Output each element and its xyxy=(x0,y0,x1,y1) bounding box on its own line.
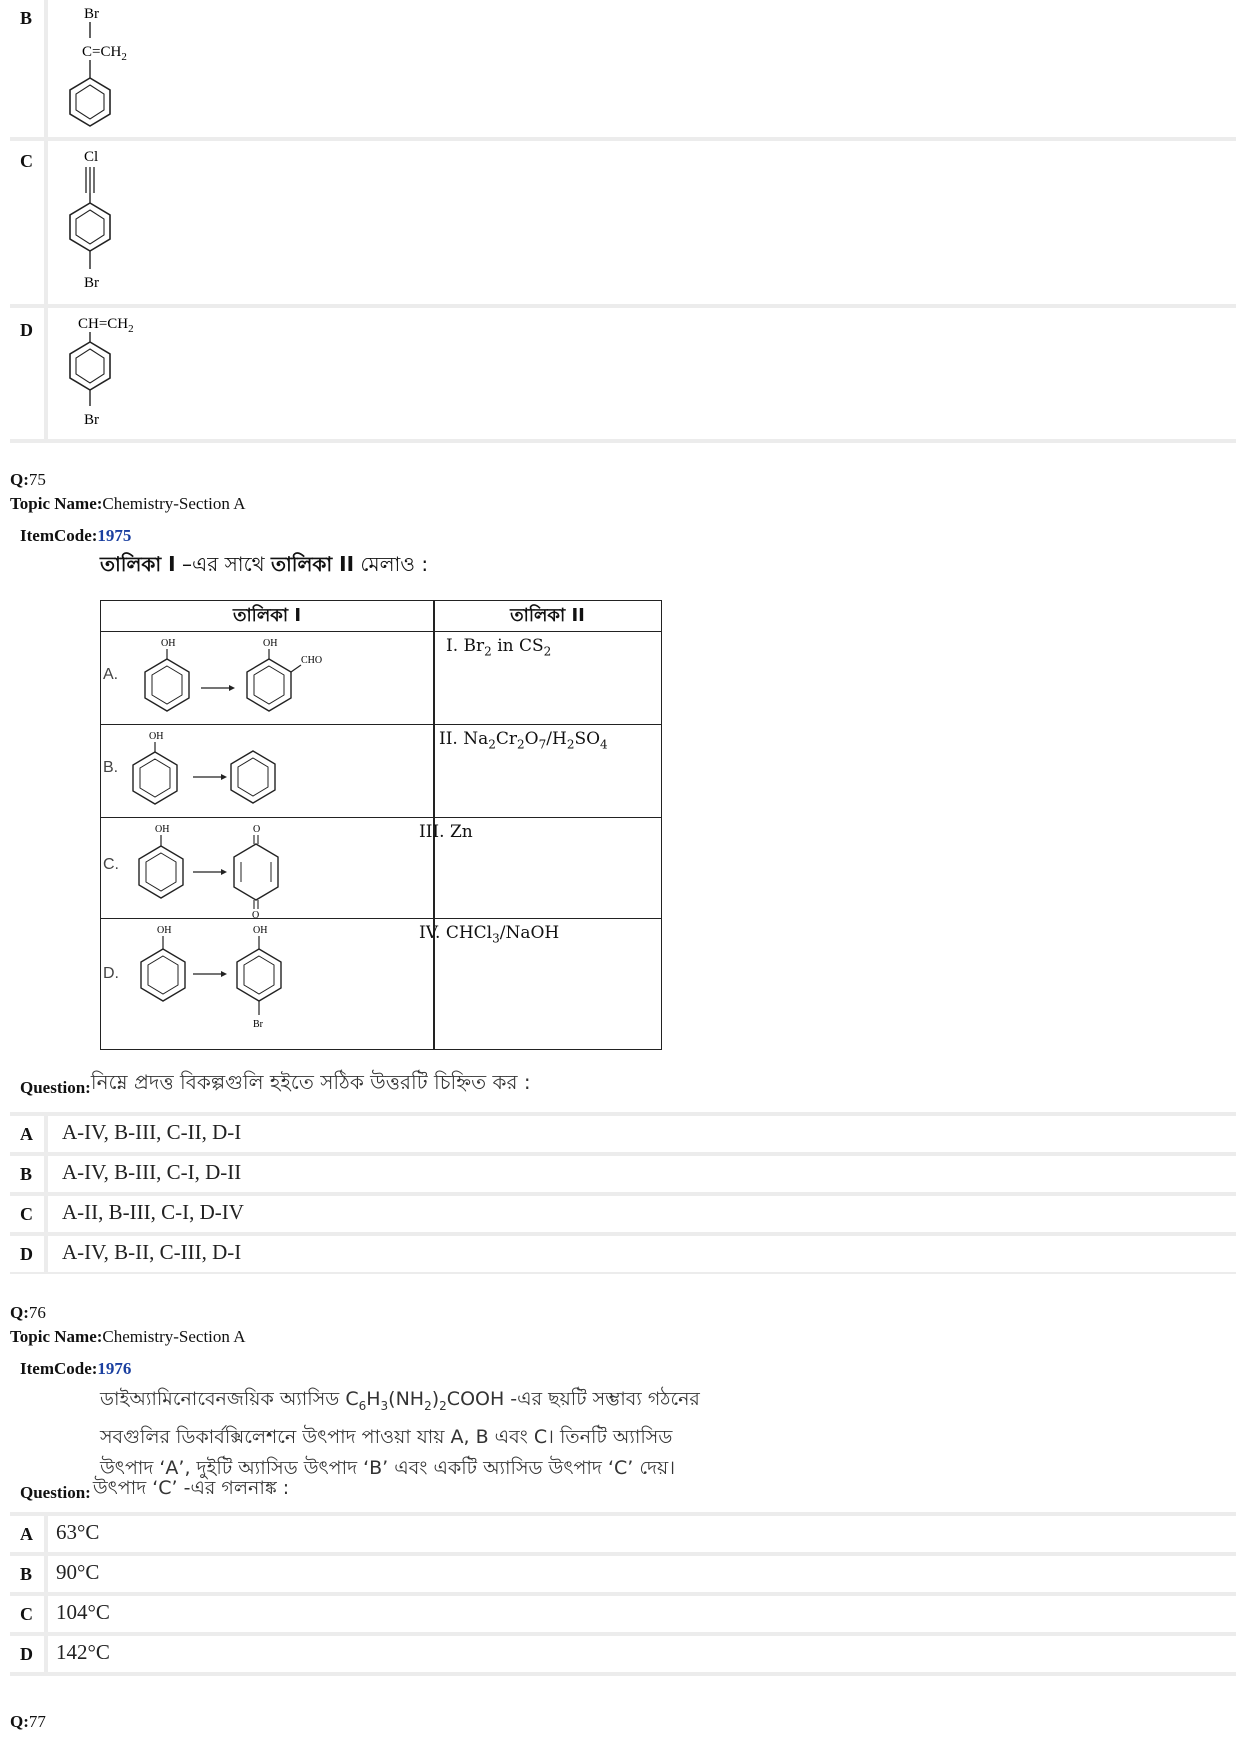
item-code: ItemCode:1975 xyxy=(20,526,132,545)
bromostyrene-structure xyxy=(48,308,208,439)
option-letter: A xyxy=(20,1524,33,1544)
svg-text:OH: OH xyxy=(155,824,170,835)
question-line-2: সবগুলির ডিকার্বক্সিলেশনে উৎপাদ পাওয়া যায় A, B এবং C। তিনটি অ্যাসিড xyxy=(100,1425,673,1448)
svg-text:O: O xyxy=(252,910,260,918)
prev-option-c[interactable] xyxy=(10,141,1236,304)
match-table xyxy=(100,600,662,1050)
instruction: তালিকা I –এর সাথে তালিকা II মেলাও : xyxy=(100,552,429,576)
row-letter: C. xyxy=(103,856,119,873)
q76-stem xyxy=(10,1350,1236,1512)
option-content xyxy=(44,1236,1236,1272)
table-row xyxy=(101,818,661,919)
option-d[interactable] xyxy=(10,1236,1236,1272)
option-text: 90°C xyxy=(56,1560,100,1584)
svg-text:OH: OH xyxy=(157,925,172,936)
table-col1-header: তালিকা I xyxy=(232,605,302,626)
option-letter: A xyxy=(20,1124,33,1144)
option-c[interactable] xyxy=(10,1196,1236,1232)
prev-option-b[interactable] xyxy=(10,0,1236,137)
row-letter: B. xyxy=(103,759,119,776)
phenol-to-benzoquinone xyxy=(101,818,431,918)
svg-text:O: O xyxy=(253,824,261,835)
option-letter: B xyxy=(20,1164,33,1184)
option-a[interactable] xyxy=(10,1116,1236,1152)
br-label: Br xyxy=(84,275,99,291)
option-content xyxy=(44,141,1236,304)
option-content xyxy=(44,1156,1236,1192)
row-letter: A. xyxy=(103,666,119,683)
reagent-iii: III. Zn xyxy=(419,822,473,842)
option-b[interactable] xyxy=(10,1556,1236,1592)
svg-text:OH: OH xyxy=(149,731,164,742)
reagent-i: I. $Br_2$ in $CS_2$ xyxy=(446,636,552,659)
option-text: A-IV, B-III, C-I, D-II xyxy=(62,1160,242,1184)
svg-text:CHO: CHO xyxy=(301,655,323,666)
table-col2-header: তালিকা II xyxy=(510,605,585,626)
option-text: 63°C xyxy=(56,1520,100,1544)
option-content xyxy=(44,1516,1236,1552)
question-number: Q:75 xyxy=(10,470,46,489)
vinyl-label: $C=CH_2$ xyxy=(82,44,127,63)
row-letter: D. xyxy=(103,965,119,982)
option-content xyxy=(44,1196,1236,1232)
q75-stem xyxy=(10,516,1236,1112)
reagent-iv: IV. CHCl$_3$/NaOH xyxy=(419,923,560,946)
option-letter: B xyxy=(20,1564,33,1584)
option-text: A-II, B-III, C-I, D-IV xyxy=(62,1200,244,1224)
option-letter: D xyxy=(20,1244,33,1264)
br-label: Br xyxy=(84,412,99,428)
phenol-to-benzene xyxy=(101,725,431,817)
topic-name: Topic Name:Chemistry-Section A xyxy=(10,494,246,513)
option-content xyxy=(44,1596,1236,1632)
option-text: 142°C xyxy=(56,1640,110,1664)
option-letter: C xyxy=(20,1204,33,1224)
item-code: ItemCode:1976 xyxy=(20,1359,132,1378)
option-letter: D xyxy=(20,320,33,340)
question-line-3: উৎপাদ ‘A’, দুইটি অ্যাসিড উৎপাদ ‘B’ এবং একটি অ্যাসিড উৎপাদ ‘C’ দেয়। xyxy=(100,1456,676,1479)
question-line: Question: উৎপাদ ‘C’ -এর গলনাঙ্ক : xyxy=(20,1477,290,1502)
bromovinylbenzene-structure xyxy=(48,0,188,137)
option-b[interactable] xyxy=(10,1156,1236,1192)
phenol-to-bromophenol xyxy=(101,919,431,1049)
option-a[interactable] xyxy=(10,1516,1236,1552)
option-content xyxy=(44,0,1236,137)
question-line-1: ডাইঅ্যামিনোবেনজয়িক অ্যাসিড $C_6H_3(NH_2)_2COOH$ -এর ছয়টি সম্ভাব্য গঠনের xyxy=(100,1388,700,1413)
table-header-row xyxy=(101,601,661,632)
cl-label: Cl xyxy=(84,149,99,165)
option-text: A-IV, B-II, C-III, D-I xyxy=(62,1240,242,1264)
question-number: Q:77 xyxy=(10,1712,46,1731)
option-letter: C xyxy=(20,1604,33,1624)
option-d[interactable] xyxy=(10,1636,1236,1672)
phenol-to-salicylaldehyde xyxy=(101,632,431,724)
reagent-ii: II. $Na_2Cr_2O_7/H_2SO_4$ xyxy=(439,729,608,752)
prev-option-d[interactable] xyxy=(10,308,1236,439)
option-text: A-IV, B-III, C-II, D-I xyxy=(62,1120,242,1144)
option-letter: B xyxy=(20,8,33,28)
option-content xyxy=(44,1636,1236,1672)
option-content xyxy=(44,1556,1236,1592)
svg-text:OH: OH xyxy=(253,925,268,936)
svg-text:OH: OH xyxy=(263,638,278,649)
option-letter: C xyxy=(20,151,33,171)
table-row xyxy=(101,919,661,1049)
svg-text:OH: OH xyxy=(161,638,176,649)
question-line: Question:নিম্নে প্রদত্ত বিকল্পগুলি হইতে সঠিক উত্তরটি চিহ্নিত কর : xyxy=(20,1070,531,1097)
option-c[interactable] xyxy=(10,1596,1236,1632)
topic-name: Topic Name:Chemistry-Section A xyxy=(10,1327,246,1346)
svg-text:Br: Br xyxy=(253,1019,263,1030)
question-number: Q:76 xyxy=(10,1303,46,1322)
br-label: Br xyxy=(84,6,99,22)
table-row xyxy=(101,632,661,725)
question-body xyxy=(100,1384,700,1484)
vinyl-label: $CH=CH_2$ xyxy=(78,316,134,335)
table-row xyxy=(101,725,661,818)
option-content xyxy=(44,1116,1236,1152)
bromochloroethynylbenzene-structure xyxy=(48,141,188,304)
option-letter: D xyxy=(20,1644,33,1664)
option-text: 104°C xyxy=(56,1600,110,1624)
option-content xyxy=(44,308,1236,439)
